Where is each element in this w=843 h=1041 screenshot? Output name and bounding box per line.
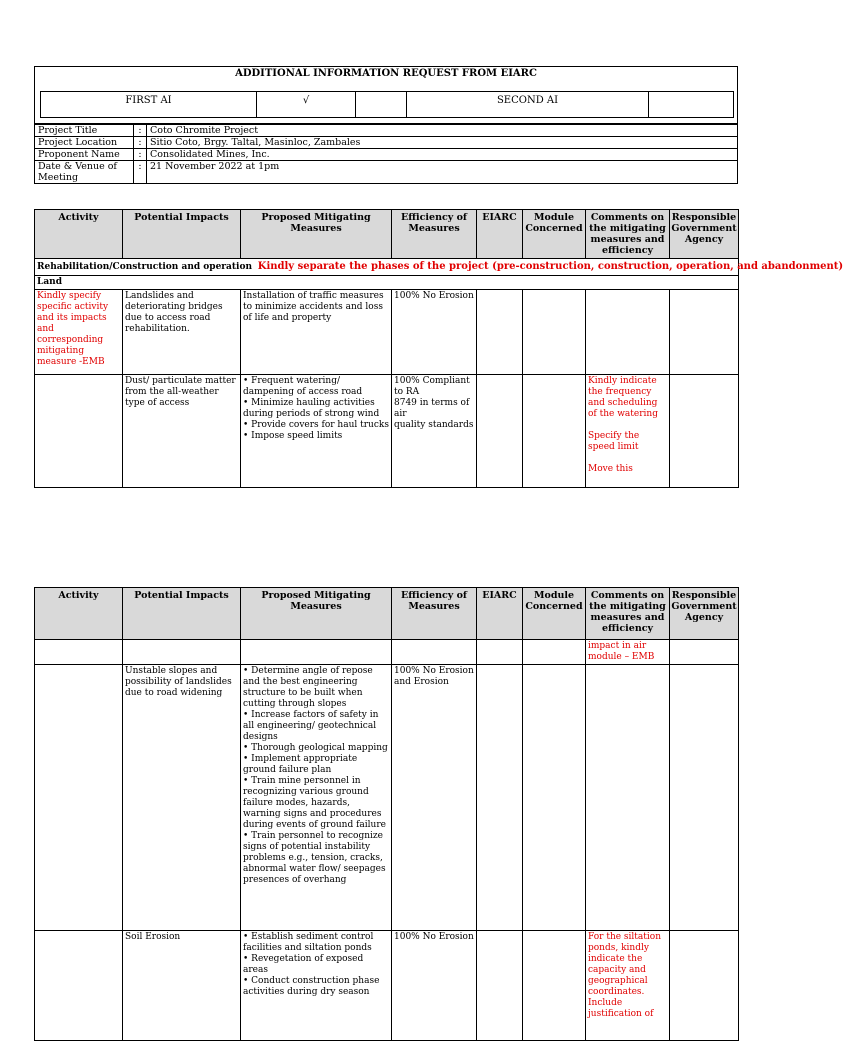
table-header-row: Activity Potential Impacts Proposed Mitigating Measures Efficiency of Measures EIARC Module Concerned Comments on the mitigating measures and efficiency Responsible Government Agency (35, 210, 739, 259)
comment-cell: impact in air module – EMB (586, 640, 670, 665)
table-row: Soil Erosion • Establish sediment control facilities and siltation ponds • Revegetation of exposed areas • Conduct construction phase activities during dry season 100% No Erosion For the siltation ponds, kindly indicate the capacity and geographical coordinates. Include justification of (35, 931, 739, 1041)
first-ai-label: FIRST AI (41, 92, 257, 118)
comment-cell: Kindly indicate the frequency and scheduling of the watering Specify the speed limit Move this (586, 375, 670, 488)
ai-selection-table (40, 91, 734, 118)
document-title: ADDITIONAL INFORMATION REQUEST FROM EIARC (235, 68, 537, 79)
second-ai-label: SECOND AI (407, 92, 649, 118)
table-header-row: Activity Potential Impacts Proposed Mitigating Measures Efficiency of Measures EIARC Module Concerned Comments on the mitigating measures and efficiency Responsible Government Agency (35, 588, 739, 640)
table-row: Kindly specify specific activity and its impacts and corresponding mitigating measure -EMB Landslides and deteriorating bridges due to access road rehabilitation. Installation of traffic measures to minimize accidents and loss of life and property 100% No Erosion (35, 290, 739, 375)
mitigation-table-2 (34, 587, 739, 1041)
table-row: Dust/ particulate matter from the all-weather type of access • Frequent watering/ dampening of access road • Minimize hauling activities during periods of strong wind • Provide covers for haul trucks • Impose speed limits 100% Compliant to RA 8749 in terms of air quality standards Kindly indicate the frequency and scheduling of the watering Specify the speed limit Move this (35, 375, 739, 488)
request-header (34, 66, 738, 124)
section-title: Rehabilitation/Construction and operation (37, 262, 253, 272)
activity-comment: Kindly specify specific activity and its impacts and corresponding mitigating measure -EMB (35, 290, 123, 375)
subsection-row (35, 276, 739, 290)
mitigation-table-1 (34, 209, 843, 488)
table-row (35, 640, 739, 665)
blank-cell (356, 92, 407, 118)
project-info-table (34, 124, 738, 184)
subsection-title: Land (35, 276, 739, 290)
section-row (35, 259, 739, 276)
info-row-location: Project Location : Sitio Coto, Brgy. Taltal, Masinloc, Zambales (35, 137, 738, 149)
second-ai-check (649, 92, 734, 118)
first-ai-check: √ (257, 92, 356, 118)
info-row-title: Project Title : Coto Chromite Project (35, 125, 738, 137)
section-comment: Kindly separate the phases of the project (pre-construction, construction, operation, and abandonment) (257, 261, 843, 272)
table-row: Unstable slopes and possibility of landslides due to road widening • Determine angle of repose and the best engineering structure to be built when cutting through slopes • Increase factors of safety in all engineering/ geotechnical designs • Thorough geological mapping • Implement appropriate ground failure plan • Train mine personnel in recognizing various ground failure modes, hazards, warning signs and procedures during events of ground failure • Train personnel to recognize signs of potential instability problems e.g., tension, cracks, abnormal water flow/ seepages presences of overhang 100% No Erosion and Erosion (35, 665, 739, 931)
info-row-proponent: Proponent Name : Consolidated Mines, Inc. (35, 149, 738, 161)
comment-cell: For the siltation ponds, kindly indicate the capacity and geographical coordinates. Include justification of (586, 931, 670, 1041)
info-row-date: Date & Venue of Meeting : 21 November 2022 at 1pm (35, 161, 738, 184)
